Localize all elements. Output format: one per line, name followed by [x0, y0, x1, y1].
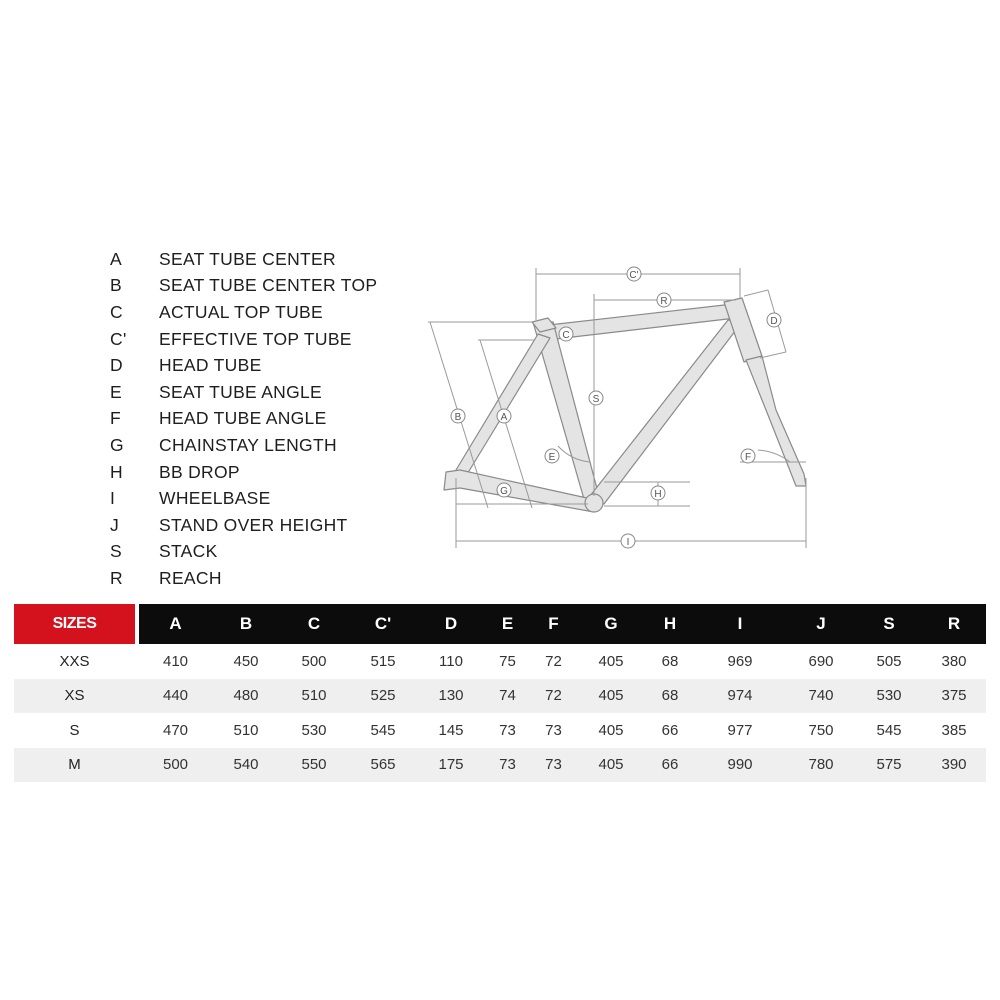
- legend-desc: SEAT TUBE CENTER: [159, 248, 336, 269]
- table-cell: 510: [233, 721, 259, 739]
- svg-text:S: S: [592, 394, 600, 405]
- table-cell: 690: [808, 652, 834, 670]
- dim-label-f: [741, 449, 755, 463]
- table-cell: 110: [439, 652, 463, 670]
- dim-label-i: [621, 534, 635, 548]
- table-row: [14, 644, 986, 679]
- table-cell: 175: [438, 756, 464, 774]
- table-cell: 974: [727, 687, 753, 705]
- table-cell: 990: [727, 756, 753, 774]
- table-cell: 73: [545, 721, 562, 739]
- table-cell: 130: [438, 687, 464, 705]
- table-cell: 405: [598, 756, 624, 774]
- table-cell: 969: [727, 652, 753, 670]
- legend-code: C': [110, 328, 127, 349]
- column-header: I: [737, 614, 743, 633]
- svg-text:D: D: [770, 316, 778, 327]
- legend-desc: STACK: [159, 541, 218, 562]
- table-cell: 530: [876, 687, 902, 705]
- table-cell: 405: [598, 652, 624, 670]
- svg-text:F: F: [744, 452, 752, 463]
- svg-text:C: C: [562, 330, 570, 341]
- table-cell: 73: [499, 756, 516, 774]
- column-header: C: [307, 614, 321, 633]
- table-cell: 72: [545, 652, 562, 670]
- table-cell: 440: [162, 687, 189, 705]
- legend-code: E: [110, 381, 122, 402]
- legend-desc: ACTUAL TOP TUBE: [159, 301, 323, 322]
- legend-code: S: [110, 541, 122, 562]
- column-header: E: [501, 614, 514, 633]
- table-cell: 545: [370, 721, 396, 739]
- dim-label-r: [657, 293, 671, 307]
- fork: [746, 356, 806, 486]
- column-header: C': [374, 614, 392, 633]
- table-cell: 74: [499, 687, 516, 705]
- column-header: H: [663, 614, 677, 633]
- svg-text:C': C': [629, 270, 639, 281]
- dim-label-b: [451, 409, 465, 423]
- table-cell: 145: [438, 721, 464, 739]
- header-bar: [139, 604, 986, 644]
- dim-label-g: [497, 483, 511, 497]
- legend-desc: BB DROP: [159, 461, 240, 482]
- legend-desc: EFFECTIVE TOP TUBE: [159, 328, 352, 349]
- table-cell: 505: [876, 652, 902, 670]
- table-cell: 530: [301, 721, 327, 739]
- dim-label-c-prime: [627, 267, 641, 281]
- seat-stay: [456, 334, 550, 476]
- column-header: B: [239, 614, 253, 633]
- column-header: G: [604, 614, 618, 633]
- dim-label-d: [767, 313, 781, 327]
- legend-code: I: [110, 488, 116, 509]
- geometry-table: [14, 604, 986, 782]
- table-cell: 550: [301, 756, 327, 774]
- table-cell: 740: [808, 687, 834, 705]
- svg-text:I: I: [626, 537, 630, 548]
- table-cell: 73: [545, 756, 562, 774]
- size-label: M: [68, 756, 81, 774]
- table-cell: 72: [545, 687, 562, 705]
- table-cell: 470: [162, 721, 189, 739]
- dim-label-s: [589, 391, 603, 405]
- legend-code: H: [110, 461, 123, 482]
- svg-text:E: E: [548, 452, 556, 463]
- table-cell: 540: [233, 756, 259, 774]
- table-cell: 780: [808, 756, 834, 774]
- legend-code: D: [110, 355, 123, 376]
- table-cell: 73: [499, 721, 516, 739]
- svg-text:H: H: [654, 489, 662, 500]
- dim-label-e: [545, 449, 559, 463]
- table-cell: 75: [499, 652, 516, 670]
- table-cell: 68: [661, 687, 679, 705]
- table-row: [14, 679, 986, 714]
- table-header: [14, 604, 986, 644]
- table-cell: 480: [233, 687, 259, 705]
- column-header: S: [883, 614, 895, 633]
- size-label: S: [69, 721, 80, 739]
- chain-stay: [444, 470, 596, 512]
- table-cell: 390: [941, 756, 967, 774]
- table-cell: 405: [598, 721, 624, 739]
- dim-label-c: [559, 327, 573, 341]
- legend-desc: CHAINSTAY LENGTH: [159, 434, 337, 455]
- table-row: [14, 748, 986, 783]
- legend-desc: SEAT TUBE ANGLE: [159, 381, 323, 402]
- table-cell: 750: [808, 721, 834, 739]
- table-cell: 66: [661, 721, 679, 739]
- bottom-bracket: [585, 494, 603, 512]
- table-cell: 575: [876, 756, 902, 774]
- legend-code: B: [110, 275, 122, 296]
- table-cell: 450: [233, 652, 259, 670]
- svg-text:R: R: [660, 296, 668, 307]
- legend-code: F: [110, 408, 121, 429]
- table-cell: 410: [162, 652, 189, 670]
- dim-label-h: [651, 486, 665, 500]
- table-cell: 500: [162, 756, 189, 774]
- svg-text:G: G: [500, 486, 508, 497]
- size-label: XXS: [59, 652, 90, 670]
- table-cell: 545: [876, 721, 902, 739]
- column-header: R: [947, 614, 961, 633]
- legend-code: C: [110, 301, 123, 322]
- table-row: [14, 713, 986, 748]
- size-label: XS: [64, 687, 85, 705]
- table-cell: 977: [727, 721, 753, 739]
- table-cell: 375: [941, 687, 967, 705]
- table-cell: 380: [941, 652, 967, 670]
- legend-desc: HEAD TUBE ANGLE: [159, 408, 327, 429]
- svg-text:A: A: [500, 412, 508, 423]
- table-cell: 500: [301, 652, 327, 670]
- column-header: D: [444, 614, 458, 633]
- column-header: F: [548, 614, 559, 633]
- column-header: A: [169, 614, 182, 633]
- table-cell: 405: [598, 687, 624, 705]
- legend-code: G: [110, 434, 124, 455]
- legend-desc: WHEELBASE: [159, 488, 271, 509]
- table-cell: 510: [301, 687, 327, 705]
- table-cell: 565: [370, 756, 396, 774]
- legend-code: R: [110, 567, 123, 588]
- table-cell: 525: [370, 687, 396, 705]
- svg-text:B: B: [454, 412, 462, 423]
- dim-label-a: [497, 409, 511, 423]
- legend-desc: SEAT TUBE CENTER TOP: [159, 275, 378, 296]
- table-cell: 68: [661, 652, 679, 670]
- legend-code: J: [110, 514, 120, 535]
- legend-desc: STAND OVER HEIGHT: [159, 514, 348, 535]
- table-cell: 66: [661, 756, 679, 774]
- legend-code: A: [110, 248, 122, 269]
- legend-desc: REACH: [159, 567, 222, 588]
- table-cell: 515: [370, 652, 396, 670]
- sizes-header: SIZES: [14, 604, 135, 644]
- table-cell: 385: [941, 721, 967, 739]
- column-header: J: [816, 614, 826, 633]
- legend-desc: HEAD TUBE: [159, 355, 262, 376]
- down-tube: [590, 320, 742, 504]
